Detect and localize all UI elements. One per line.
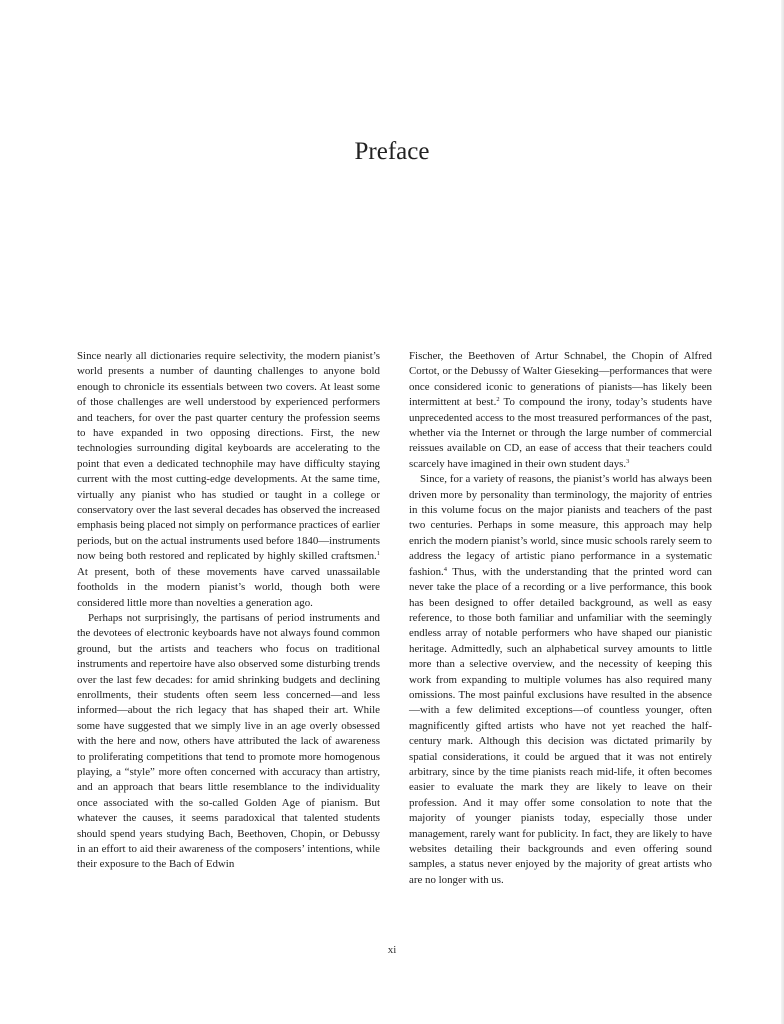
- right-column: [409, 349, 712, 888]
- paragraph: Since nearly all dictionaries require selectivity, the modern pianist’s world presents a number of daunting challenges to anyone bold enough to chronicle its essentials between two covers. At least some of those challenges are well understood by experienced performers and teachers, for over the past quarter century the profession seems to have expanded in two opposing directions. First, the new technologies surrounding digital keyboards are accelerating to the point that even a dedicated technophile may have difficulty staying current with the most cutting-edge developments. At the same time, virtually any pianist who has studied or taught in a college or conservatory over the last several decades has observed the increased emphasis being placed not simply on performance practices of earlier periods, but on the actual instruments used before 1840—instruments now being both restored and replicated by highly skilled craftsmen.$^1$ At present, both of these movements have carved unassailable footholds in the modern pianist’s world, though both were considered little more than novelties a generation ago.: [77, 350, 380, 609]
- footnote-ref: 1: [376, 550, 380, 558]
- footnote-ref: 2: [496, 396, 500, 404]
- paragraph: Since, for a variety of reasons, the pianist’s world has always been driven more by personality than terminology, the majority of entries in this volume focus on the major pianists and teachers of the past two centuries. Perhaps in some measure, this approach may help enrich the modern pianist’s world, since music schools rarely seem to address the legacy of artistic piano performance in a systematic fashion.$^4$ Thus, with the understanding that the printed word can never take the place of a recording or a live performance, this book has been designed to offer detailed background, as well as easy reference, to those both familiar and unfamiliar with the seemingly endless array of notable performers who have shaped our pianistic heritage. Admittedly, such an alphabetical survey amounts to little more than a selective overview, and the necessity of keeping this work from expanding to multiple volumes has also required many omissions. The most painful exclusions have resulted in the absence—with a few delimited exceptions—of countless younger, often magnificently gifted artists who have not yet reached the half-century mark. Although this decision was dictated primarily by spatial considerations, it could be argued that it was not entirely arbitrary, since by the time pianists reach mid-life, it often becomes easier to evaluate the mark they are likely to leave on their profession. And it may offer some consolation to note that the majority of younger pianists today, especially those under management, rarely want for publicity. In fact, they are likely to have websites detailing their backgrounds and even offering sound samples, a status never enjoyed by the majority of great artists who are no longer with us.: [409, 473, 712, 886]
- footnote-ref: 4: [443, 565, 448, 573]
- left-column: [77, 349, 380, 873]
- page-number: xi: [387, 944, 397, 956]
- paragraph: Fischer, the Beethoven of Artur Schnabel, the Chopin of Alfred Cortot, or the Debussy of Walter Gieseking—performances that were once considered iconic to generations of pianists—has likely been intermittent at best.$^2$ To compound the irony, today’s students have unprecedented access to the most treasured performances of the past, whether via the Internet or through the large number of commercial reissues available on CD, an ease of access that their teachers could scarcely have imagined in their own student days.$^3$: [409, 350, 712, 470]
- paragraph: Perhaps not surprisingly, the partisans of period instruments and the devotees of electronic keyboards have not always found common ground, but the artists and teachers who focus on traditional instruments and repertoire have also observed some disturbing trends over the last few decades: for amid shrinking budgets and declining enrollments, their students often seem less concerned—and less informed—about the rich legacy that has shaped their art. While some have suggested that we simply live in an age overly obsessed with the here and now, others have attributed the lack of awareness to proliferating competitions that tend to promote more homogenous playing, a “style” more often concerned with accuracy than artistry, and an approach that bears little resemblance to the individuality once associated with the so-called Golden Age of pianism. But whatever the causes, it seems paradoxical that talented students should spend years studying Bach, Beethoven, Chopin, or Debussy in an effort to aid their awareness of the composers’ intentions, while their exposure to the Bach of Edwin: [77, 611, 380, 871]
- page-title: Preface: [354, 138, 430, 165]
- footnote-ref: 3: [626, 457, 630, 465]
